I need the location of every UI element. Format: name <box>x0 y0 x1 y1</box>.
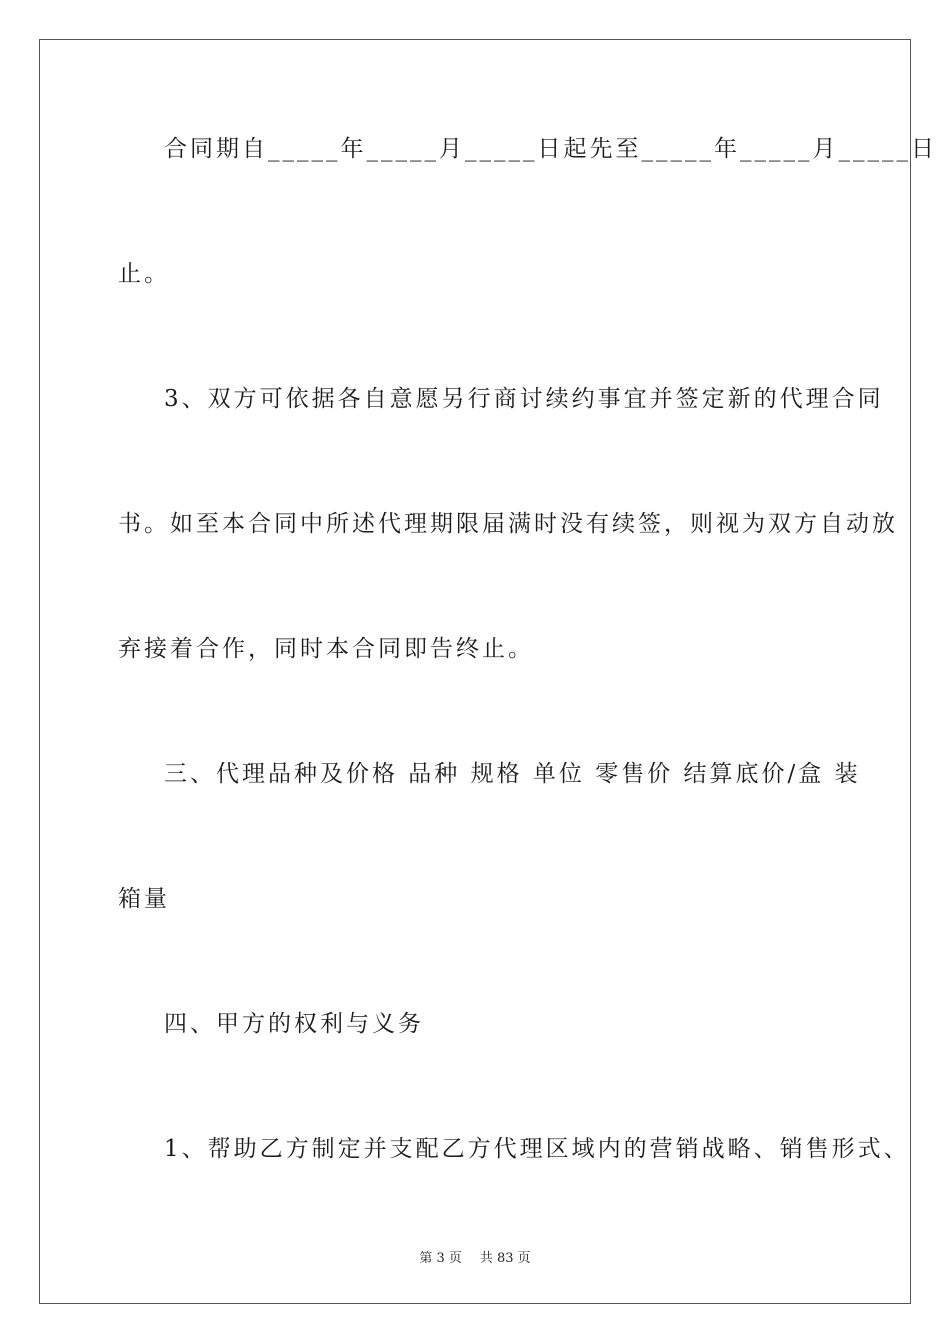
clause-3-line-1: 3、双方可依据各自意愿另行商讨续约事宜并签定新的代理合同 <box>164 386 884 412</box>
contract-period-line: 合同期自_____年_____月_____日起先至_____年_____月_____日 <box>164 136 937 162</box>
clause-3-line-2: 书。如至本合同中所述代理期限届满时没有续签，则视为双方自动放 <box>118 511 898 537</box>
section-3-heading-cont: 箱量 <box>118 886 170 912</box>
clause-4-1-line-1: 1、帮助乙方制定并支配乙方代理区域内的营销战略、销售形式、 <box>164 1136 910 1162</box>
page-footer <box>0 1247 950 1266</box>
clause-3-line-3: 弃接着合作，同时本合同即告终止。 <box>118 636 534 662</box>
section-3-heading: 三、代理品种及价格 品种 规格 单位 零售价 结算底价/盒 装 <box>164 761 861 787</box>
contract-period-end: 止。 <box>118 261 170 287</box>
page-total: 共 83 页 <box>479 1251 531 1266</box>
section-4-heading: 四、甲方的权利与义务 <box>164 1011 424 1037</box>
page-number: 第 3 页 <box>419 1251 462 1266</box>
page-frame <box>39 39 937 1304</box>
